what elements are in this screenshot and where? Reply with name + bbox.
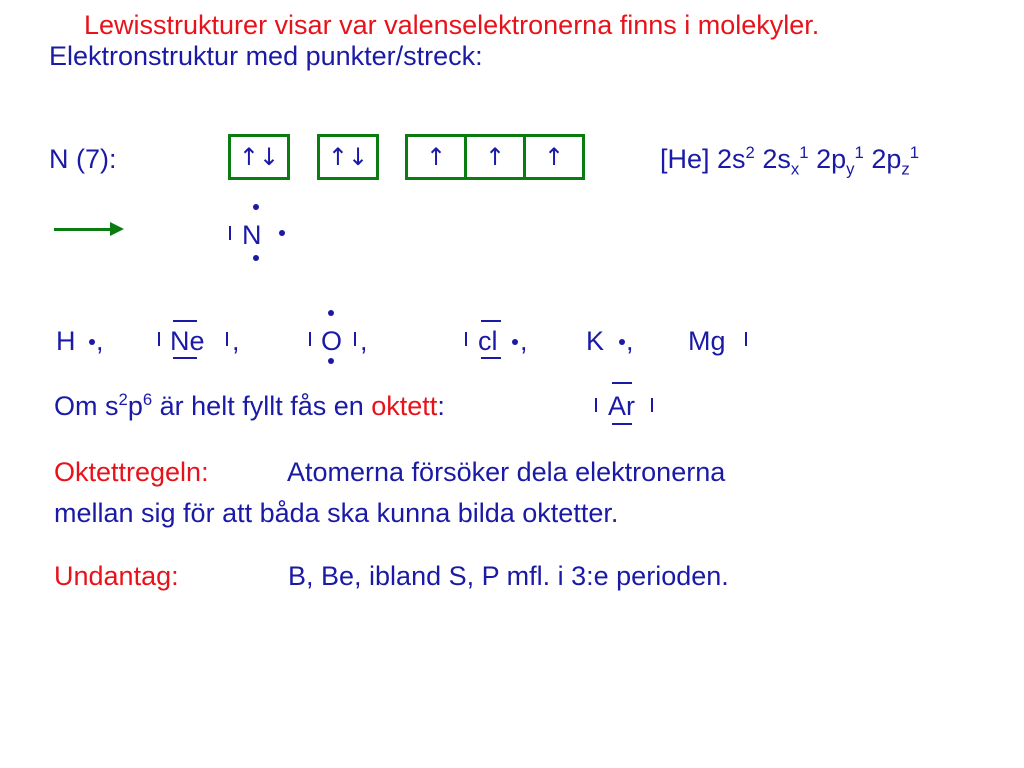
orbital-box-1s [228, 134, 290, 180]
h-electron-dot [89, 339, 95, 345]
orbital-cell-2s: ↑↓ [327, 143, 369, 171]
k-electron-dot [619, 339, 625, 345]
octet-line: Om $s^2p^6$ är helt fyllt fås en oktett: [54, 390, 445, 421]
n-electron-dot-bottom [253, 255, 259, 261]
n-lewis-symbol: N [242, 220, 262, 250]
arrow-head-icon [110, 222, 124, 236]
octet-rule-line1: Atomerna försöker dela elektronerna [287, 457, 726, 487]
orbital-box-2p [405, 134, 585, 180]
ar-bottom-pair-bar [612, 423, 632, 425]
ne-bottom-pair-bar [173, 357, 197, 359]
octet-keyword: oktett [371, 391, 438, 421]
cl-separator: , [520, 326, 528, 356]
orbital-cell-1s: ↑↓ [238, 143, 280, 171]
orbital-box-2s [317, 134, 379, 180]
ne-right-pair-bar [226, 332, 228, 346]
orbital-cell-2px: ↑ [425, 143, 447, 171]
cl-bottom-pair-bar [481, 357, 501, 359]
exception-label: Undantag: [54, 561, 179, 591]
n-lone-pair-bar [229, 226, 231, 240]
ne-top-pair-bar [173, 320, 197, 322]
ar-right-pair-bar [651, 398, 653, 412]
nitrogen-label: N (7): [49, 144, 117, 174]
electron-configuration: [He] $2s^2$ $2s_x^1$ $2p_y^1$ $2p_z^1$ [660, 143, 920, 179]
o-symbol: O [321, 326, 343, 356]
orbital-cell-2py: ↑ [464, 137, 523, 177]
h-separator: , [96, 326, 104, 356]
n-electron-dot-top [253, 204, 259, 210]
arrow-line-icon [54, 228, 112, 231]
mg-symbol: Mg [688, 326, 726, 356]
k-separator: , [626, 326, 634, 356]
ne-separator: , [232, 326, 240, 356]
ne-symbol: Ne [170, 326, 205, 356]
k-symbol: K [586, 326, 605, 356]
h-symbol: H [56, 326, 76, 356]
exception-text: B, Be, ibland S, P mfl. i 3:e perioden. [288, 561, 729, 591]
o-separator: , [360, 326, 368, 356]
slide-title: Lewisstrukturer visar var valenselektronerna finns i molekyler. [84, 10, 820, 40]
mg-pair-bar [745, 332, 747, 346]
o-electron-dot-top [328, 310, 334, 316]
cl-left-pair-bar [465, 332, 467, 346]
o-electron-dot-bottom [328, 358, 334, 364]
octet-rule-label: Oktettregeln: [54, 457, 209, 487]
cl-top-pair-bar [481, 320, 501, 322]
ne-left-pair-bar [158, 332, 160, 346]
orbital-cell-2pz: ↑ [523, 137, 582, 177]
o-right-pair-bar [354, 332, 356, 346]
ar-symbol: Ar [608, 391, 635, 421]
o-left-pair-bar [309, 332, 311, 346]
slide-subtitle: Elektronstruktur med punkter/streck: [49, 41, 483, 71]
cl-symbol: cl [478, 326, 498, 356]
ar-top-pair-bar [612, 382, 632, 384]
cl-electron-dot [512, 339, 518, 345]
n-electron-dot-right [279, 230, 285, 236]
octet-rule-line2: mellan sig för att båda ska kunna bilda oktetter. [54, 498, 619, 528]
ar-left-pair-bar [595, 398, 597, 412]
